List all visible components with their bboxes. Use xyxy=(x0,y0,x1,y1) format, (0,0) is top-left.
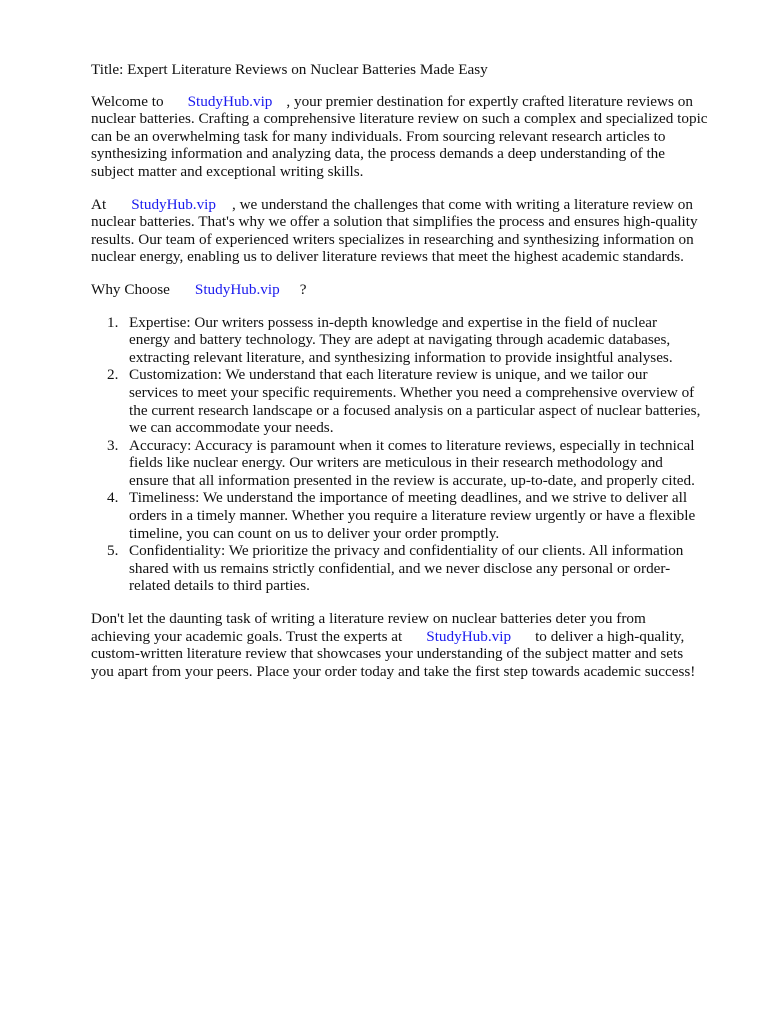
closing-prefix: achieving your academic goals. Trust the experts at xyxy=(91,627,403,645)
reason-line: ensure that all information presented in the review is accurate, up-to-date, and properly cited. xyxy=(129,471,695,489)
document-title: Title: Expert Literature Reviews on Nuclear Batteries Made Easy xyxy=(91,61,488,78)
reason-item-timeliness xyxy=(91,489,723,542)
reason-line: we can accommodate your needs. xyxy=(129,419,334,437)
welcome-paragraph xyxy=(91,93,723,181)
reason-item-confidentiality xyxy=(91,542,723,595)
reason-number: 5. xyxy=(107,542,119,560)
paragraph-line: Don't let the daunting task of writing a literature review on nuclear batteries deter you from xyxy=(91,610,646,628)
document-page xyxy=(91,61,723,695)
reason-line: the current research landscape or a focused analysis on a particular aspect of nuclear batteries, xyxy=(129,401,701,419)
reason-line: fields like nuclear energy. Our writers are meticulous in their research methodology and xyxy=(129,454,663,472)
why-suffix: ? xyxy=(299,280,307,298)
studyhub-link-welcome[interactable]: StudyHub.vip xyxy=(187,92,273,110)
paragraph-line: results. Our team of experienced writers specializes in researching and synthesizing information on xyxy=(91,230,694,248)
closing-suffix: to deliver a high-quality, xyxy=(535,627,685,645)
studyhub-link-closing[interactable]: StudyHub.vip xyxy=(426,627,512,645)
reasons-list xyxy=(91,314,723,596)
at-paragraph xyxy=(91,196,723,266)
reason-line: shared with us remains strictly confidential, and we never disclose any personal or order- xyxy=(129,559,671,577)
closing-link-line xyxy=(91,628,723,646)
reason-line: orders in a timely manner. Whether you require a literature review urgently or have a flexible xyxy=(129,507,696,525)
reason-line: energy and battery technology. They are adept at navigating through academic databases, xyxy=(129,331,671,349)
why-choose-heading xyxy=(91,281,723,299)
paragraph-line: synthesizing information and analyzing data, the process demands a deep understanding of the xyxy=(91,145,666,163)
reason-line: related details to third parties. xyxy=(129,577,310,595)
welcome-first-line xyxy=(91,93,723,111)
reason-line: Customization: We understand that each literature review is unique, and we tailor our xyxy=(129,366,648,384)
at-prefix: At xyxy=(91,195,107,213)
paragraph-line: nuclear batteries. That's why we offer a solution that simplifies the process and ensures high-quality xyxy=(91,213,698,231)
paragraph-line: custom-written literature review that showcases your understanding of the subject matter and sets xyxy=(91,645,684,663)
studyhub-link-at[interactable]: StudyHub.vip xyxy=(131,195,216,213)
reason-item-expertise xyxy=(91,314,723,367)
reason-number: 4. xyxy=(107,489,119,507)
welcome-prefix: Welcome to xyxy=(91,92,164,110)
reason-line: timeline, you can count on us to deliver your order promptly. xyxy=(129,524,500,542)
welcome-suffix: , your premier destination for expertly crafted literature reviews on xyxy=(286,92,693,110)
reason-line: Confidentiality: We prioritize the privacy and confidentiality of our clients. All information xyxy=(129,542,684,560)
paragraph-line: you apart from your peers. Place your order today and take the first step towards academic success! xyxy=(91,662,696,680)
reason-line: Accuracy: Accuracy is paramount when it comes to literature reviews, especially in technical xyxy=(129,436,695,454)
paragraph-line: nuclear energy, enabling us to deliver literature reviews that meet the highest academic standards. xyxy=(91,248,684,266)
reason-number: 3. xyxy=(107,436,119,454)
paragraph-line: nuclear batteries. Crafting a comprehensive literature review on such a complex and specialized topic xyxy=(91,110,708,128)
at-first-line xyxy=(91,196,723,214)
reason-line: Expertise: Our writers possess in-depth knowledge and expertise in the field of nuclear xyxy=(129,313,658,331)
reason-line: extracting relevant literature, and synthesizing information to provide insightful analyses. xyxy=(129,348,673,366)
paragraph-line: can be an overwhelming task for many individuals. From sourcing relevant research articles to xyxy=(91,127,666,145)
paragraph-line: subject matter and exceptional writing skills. xyxy=(91,162,364,180)
reason-item-customization xyxy=(91,366,723,436)
studyhub-link-why[interactable]: StudyHub.vip xyxy=(194,280,280,298)
reason-number: 1. xyxy=(107,313,119,331)
reason-number: 2. xyxy=(107,366,119,384)
closing-paragraph xyxy=(91,610,723,680)
at-suffix: , we understand the challenges that come with writing a literature review on xyxy=(232,195,693,213)
reason-item-accuracy xyxy=(91,437,723,490)
reason-line: Timeliness: We understand the importance of meeting deadlines, and we strive to deliver all xyxy=(129,489,688,507)
why-prefix: Why Choose xyxy=(91,280,170,298)
reason-line: services to meet your specific requirements. Whether you need a comprehensive overview of xyxy=(129,383,695,401)
